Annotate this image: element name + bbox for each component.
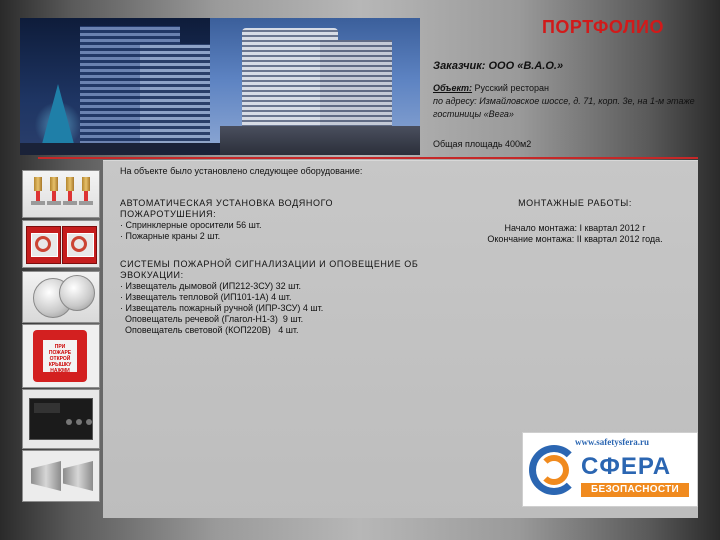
hose-cabinet-icon <box>26 226 61 264</box>
alarm-system-block <box>120 259 420 336</box>
horn-speaker-icon <box>63 461 93 491</box>
page-title: ПОРТФОЛИО <box>541 17 664 37</box>
logo-url: www.safetysfera.ru <box>575 437 649 447</box>
christmas-tree-icon <box>42 84 74 144</box>
logo-name: СФЕРА <box>581 453 672 480</box>
amplifier-image <box>22 389 100 449</box>
horn-speaker-image <box>22 450 100 502</box>
works-block <box>470 198 680 245</box>
works-start: Начало монтажа: I квартал 2012 г <box>504 223 646 233</box>
object-label: Объект: <box>433 83 473 93</box>
list-item: · Спринклерные оросители 56 шт. <box>120 220 262 230</box>
smoke-detector-image <box>22 271 100 323</box>
logo-subtitle: БЕЗОПАСНОСТИ <box>581 483 689 497</box>
fire-hose-cabinet-image <box>22 220 100 268</box>
list-item: · Извещатель дымовой (ИП212-3СУ) 32 шт. <box>120 281 302 291</box>
works-end: Окончание монтажа: II квартал 2012 года. <box>487 234 663 244</box>
sprinkler-icon <box>63 177 77 211</box>
mcp-label: ПРИ ПОЖАРЕ ОТКРОЙ КРЫШКУ НАЖМИ <box>48 344 72 374</box>
equipment-intro: На объекте было установлено следующее оборудование: <box>120 166 363 176</box>
alarm-system-heading: СИСТЕМЫ ПОЖАРНОЙ СИГНАЛИЗАЦИИ И ОПОВЕЩЕНИЕ ОБ ЭВОКУАЦИИ: <box>120 259 419 280</box>
divider-line <box>38 157 698 159</box>
manual-call-point-image <box>22 324 100 388</box>
list-item: · Извещатель тепловой (ИП101-1А) 4 шт. <box>120 292 292 302</box>
object-address: по адресу: Измайловское шоссе, д. 71, корп. 3е, на 1-м этаже гостиницы «Вега» <box>433 96 695 119</box>
sprinkler-icon <box>79 177 93 211</box>
works-heading: МОНТАЖНЫЕ РАБОТЫ: <box>518 198 632 208</box>
customer-label: Заказчик: ООО «В.А.О.» <box>433 60 564 72</box>
list-item: Оповещатель световой (КОП220В) 4 шт. <box>120 325 299 335</box>
amplifier-icon <box>29 398 93 440</box>
hose-cabinet-icon <box>62 226 97 264</box>
list-item: · Пожарные краны 2 шт. <box>120 231 221 241</box>
sprinkler-image <box>22 170 100 218</box>
horn-speaker-icon <box>31 461 61 491</box>
company-logo <box>522 432 698 507</box>
hotel-photo <box>20 18 420 155</box>
area-text: Общая площадь 400м2 <box>433 139 532 149</box>
sprinkler-icon <box>31 177 45 211</box>
list-item: · Извещатель пожарный ручной (ИПР-3СУ) 4 шт. <box>120 303 324 313</box>
heat-detector-icon <box>59 275 95 311</box>
list-item: Оповещатель речевой (Глагол-Н1-3) 9 шт. <box>120 314 304 324</box>
object-name: Русский ресторан <box>472 83 549 93</box>
water-system-block <box>120 198 420 242</box>
water-system-heading: АВТОМАТИЧЕСКАЯ УСТАНОВКА ВОДЯНОГО ПОЖАРОТУШЕНИЯ: <box>120 198 334 219</box>
manual-call-point-icon <box>33 330 87 382</box>
sprinkler-icon <box>47 177 61 211</box>
object-description <box>433 82 703 121</box>
